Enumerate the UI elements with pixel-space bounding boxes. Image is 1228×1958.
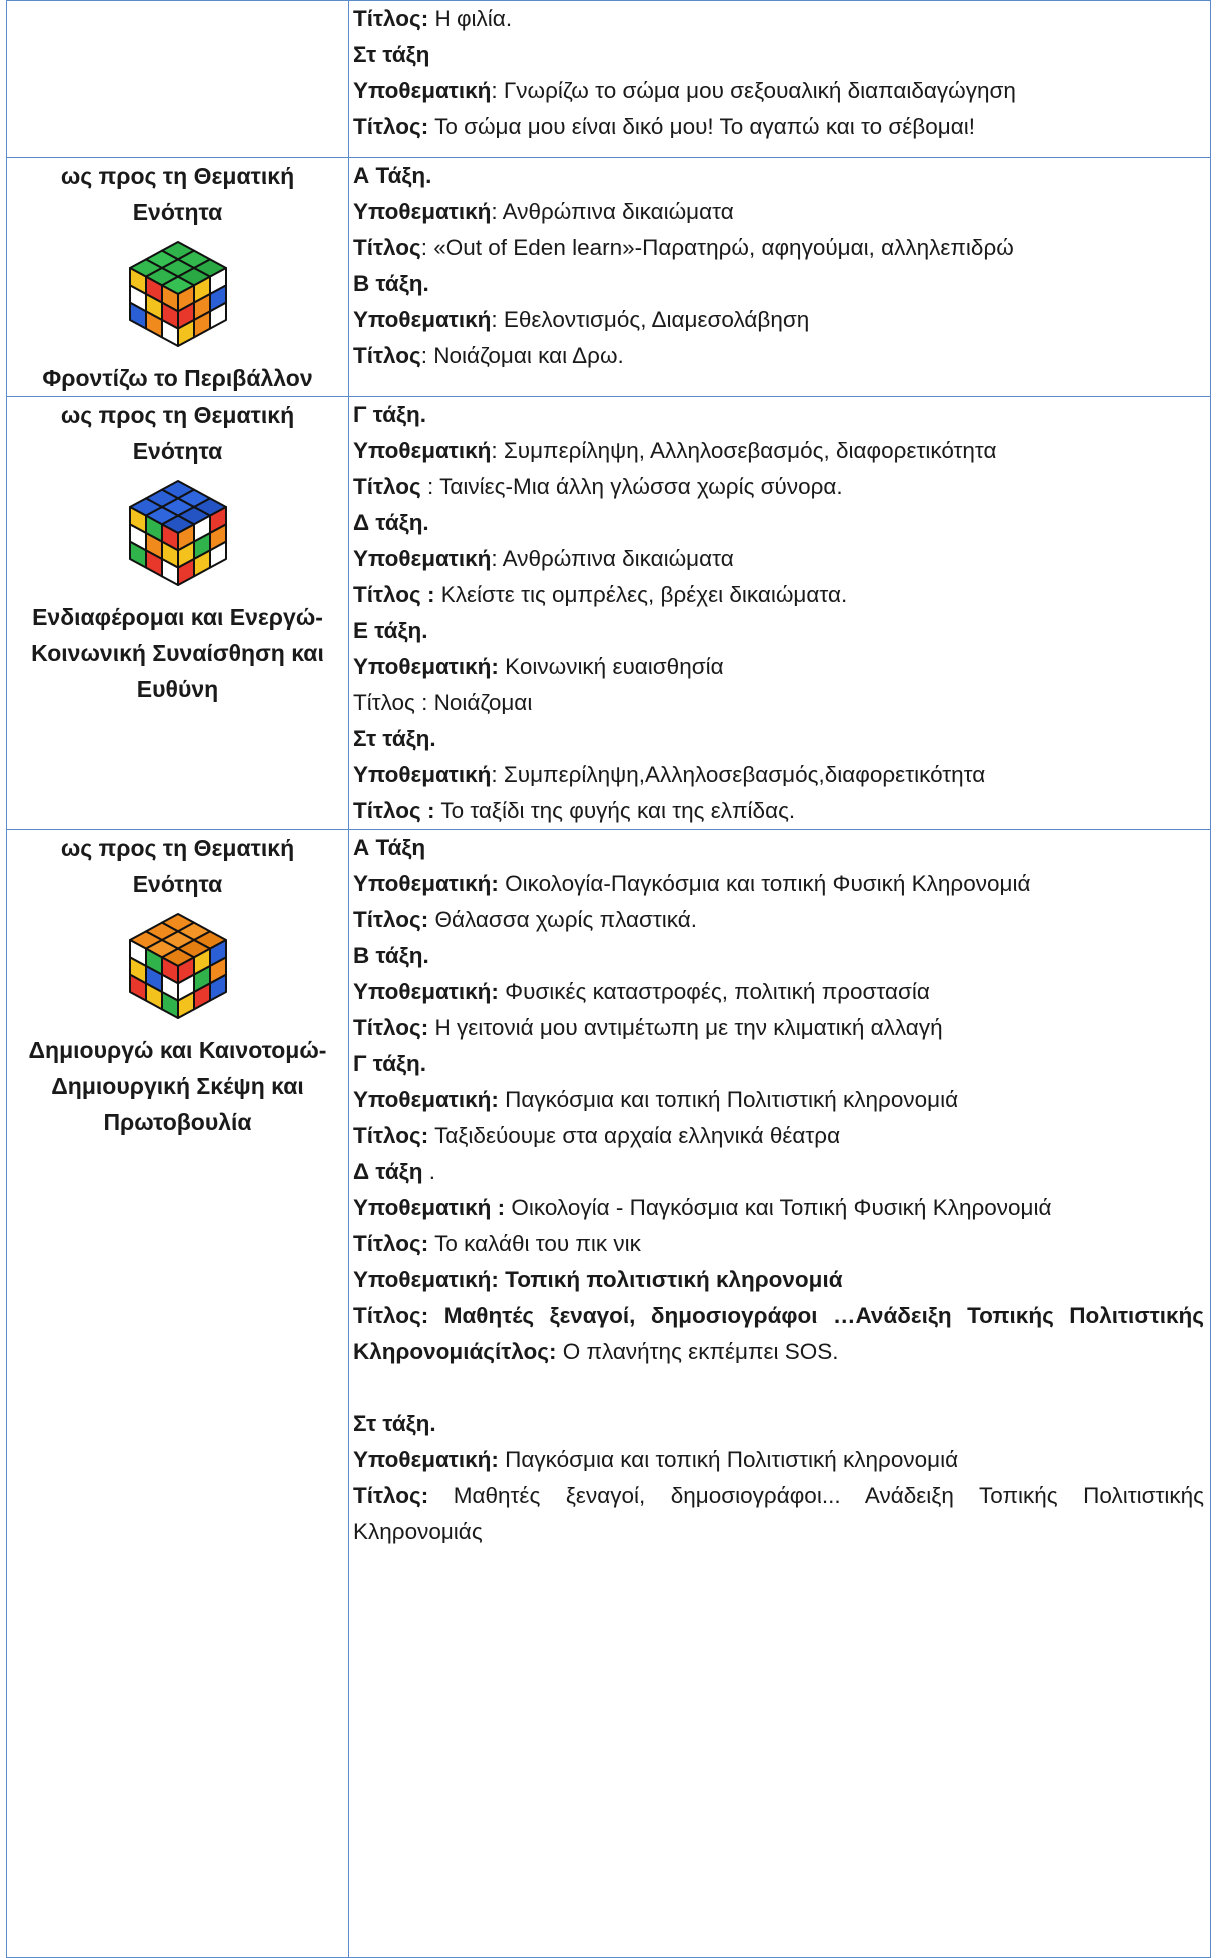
topic-text: Το καλάθι του πικ νικ [428, 1231, 641, 1256]
topic-text: Το ταξίδι της φυγής και της ελπίδας. [434, 798, 796, 823]
topic-text: Παγκόσμια και τοπική Πολιτιστική κληρονομιά [498, 1447, 959, 1472]
topic-line [353, 1226, 1204, 1262]
topic-line [353, 1118, 1204, 1154]
document-page [6, 0, 1211, 1847]
topic-line [353, 109, 1204, 145]
topic-label: Τίτλος: [353, 907, 429, 932]
grade-topics-cell [349, 1, 1211, 158]
topic-text: Θάλασσα χωρίς πλαστικά. [428, 907, 698, 932]
topic-line [353, 1082, 1204, 1118]
topic-label: Υποθεματική [353, 307, 492, 332]
topic-text: Τίτλος : Νοιάζομαι [353, 690, 533, 715]
topic-label: Τίτλος: [353, 114, 429, 139]
topic-line [353, 37, 1204, 73]
topic-text: : «Out of Eden learn»-Παρατηρώ, αφηγούμαι, αλληλεπιδρώ [420, 235, 1014, 260]
topic-text: : Νοιάζομαι και Δρω. [420, 343, 624, 368]
topic-line [353, 830, 1204, 866]
topic-line [353, 757, 1204, 793]
topic-text: : Ανθρώπινα δικαιώματα [491, 199, 734, 224]
topic-label: Υποθεματική: [353, 871, 499, 896]
thematic-unit-cell [7, 1, 349, 158]
topic-label: Τίτλος: [353, 1015, 429, 1040]
topic-label: Τίτλος : [353, 798, 435, 823]
topic-line [353, 302, 1204, 338]
topic-text: . [422, 1159, 435, 1184]
topic-label: Υποθεματική [353, 546, 492, 571]
topic-line [353, 685, 1204, 721]
topic-line [353, 73, 1204, 109]
blank-line [353, 1370, 1204, 1406]
topic-line [353, 938, 1204, 974]
thematic-unit-title: Φροντίζω το Περιβάλλον [42, 365, 313, 391]
topic-text: Το σώμα μου είναι δικό μου! Το αγαπώ και το σέβομαι! [428, 114, 975, 139]
topic-label: Γ τάξη. [353, 1051, 427, 1076]
topic-line [353, 1442, 1204, 1478]
thematic-unit-title: Πρωτοβουλία [103, 1109, 252, 1135]
topic-line [353, 974, 1204, 1010]
topic-line [353, 158, 1204, 194]
topic-line [353, 1046, 1204, 1082]
topic-line [353, 505, 1204, 541]
thematic-unit-cell [7, 158, 349, 397]
thematic-intro-line: Ενότητα [132, 871, 223, 897]
topic-line [353, 1478, 1204, 1550]
blue-top-cube-icon [123, 475, 233, 593]
thematic-intro-line: ως προς τη Θεματική [60, 163, 295, 189]
topic-text: Οικολογία - Παγκόσμια και Τοπική Φυσική Κληρονομιά [505, 1195, 1052, 1220]
topic-label: Υποθεματική: [353, 654, 499, 679]
thematic-unit-cell [7, 830, 349, 1958]
topic-label: Υποθεματική [353, 199, 492, 224]
topic-text: : Συμπερίληψη,Αλληλοσεβασμός,διαφορετικότητα [491, 762, 986, 787]
topic-label: Τίτλος: [353, 1231, 429, 1256]
topic-label: Ε τάξη. [353, 618, 428, 643]
topic-text: Κλείστε τις ομπρέλες, βρέχει δικαιώματα. [434, 582, 848, 607]
topic-label: Τίτλος [353, 235, 421, 260]
topic-label: Τίτλος [353, 343, 421, 368]
topic-label: Υποθεματική [353, 762, 492, 787]
grade-topics-cell [349, 830, 1211, 1958]
topic-line [353, 1190, 1204, 1226]
thematic-unit-title: Δημιουργώ και Καινοτομώ- [28, 1037, 327, 1063]
grade-topics-cell [349, 158, 1211, 397]
topic-line [353, 793, 1204, 829]
topic-text: Μαθητές ξεναγοί, δημοσιογράφοι... Ανάδειξη Τοπικής Πολιτιστικής Κληρονομιάς [353, 1483, 1204, 1544]
thematic-unit-title: Ενδιαφέρομαι και Ενεργώ- [32, 604, 323, 630]
thematic-unit-title: Δημιουργική Σκέψη και [51, 1073, 304, 1099]
topic-text: : Συμπερίληψη, Αλληλοσεβασμός, διαφορετικότητα [491, 438, 997, 463]
table-row [7, 397, 1211, 830]
topic-label: Α Τάξη [353, 835, 426, 860]
table-row [7, 1, 1211, 158]
topic-text: Ταξιδεύουμε στα αρχαία ελληνικά θέατρα [428, 1123, 841, 1148]
topic-label: Τίτλος : [353, 582, 435, 607]
topic-label: Β τάξη. [353, 943, 429, 968]
topic-label: Υποθεματική : [353, 1195, 506, 1220]
topic-label: Υποθεματική: Τοπική πολιτιστική κληρονομιά [353, 1267, 843, 1292]
thematic-unit-title: Ευθύνη [136, 676, 219, 702]
topic-line [353, 577, 1204, 613]
topic-line [353, 230, 1204, 266]
topic-line [353, 1262, 1204, 1298]
green-top-cube-icon [123, 236, 233, 354]
topic-line [353, 649, 1204, 685]
thematic-unit-title: Κοινωνική Συναίσθηση και [31, 640, 324, 666]
topic-label: Υποθεματική [353, 438, 492, 463]
topic-line [353, 541, 1204, 577]
topic-line [353, 1406, 1204, 1442]
topic-line [353, 613, 1204, 649]
thematic-intro-line: Ενότητα [132, 199, 223, 225]
thematic-intro-line: Ενότητα [132, 438, 223, 464]
orange-top-cube-icon [123, 908, 233, 1026]
topic-text: : Ταινίες-Μια άλλη γλώσσα χωρίς σύνορα. [420, 474, 843, 499]
topic-line [353, 902, 1204, 938]
topic-label: Γ τάξη. [353, 402, 427, 427]
topic-label: Τίτλος: Μαθητές ξεναγοί, δημοσιογράφοι …Ανάδειξη Τοπικής Πολιτιστικής Κληρονομιάςίτλος: [353, 1303, 1204, 1364]
topic-label: Υποθεματική: [353, 979, 499, 1004]
topic-label: Υποθεματική [353, 78, 492, 103]
thematic-table [6, 0, 1211, 1958]
topic-line [353, 1010, 1204, 1046]
topic-label: Υποθεματική: [353, 1087, 499, 1112]
topic-label: Α Τάξη. [353, 163, 432, 188]
topic-line [353, 266, 1204, 302]
topic-line [353, 433, 1204, 469]
table-row [7, 830, 1211, 1958]
grade-topics-cell [349, 397, 1211, 830]
topic-line [353, 194, 1204, 230]
topic-text: : Ανθρώπινα δικαιώματα [491, 546, 734, 571]
topic-line [353, 866, 1204, 902]
topic-label: Στ τάξη. [353, 1411, 436, 1436]
topic-label: Τίτλος: [353, 6, 429, 31]
thematic-intro-line: ως προς τη Θεματική [60, 835, 295, 861]
topic-label: Δ τάξη [353, 1159, 423, 1184]
topic-text: Η φιλία. [428, 6, 513, 31]
topic-text: Οικολογία-Παγκόσμια και τοπική Φυσική Κληρονομιά [498, 871, 1031, 896]
thematic-unit-cell [7, 397, 349, 830]
topic-line [353, 1298, 1204, 1370]
topic-text: Η γειτονιά μου αντιμέτωπη με την κλιματική αλλαγή [428, 1015, 943, 1040]
topic-line [353, 338, 1204, 374]
topic-text: Παγκόσμια και τοπική Πολιτιστική κληρονομιά [498, 1087, 959, 1112]
thematic-intro-line: ως προς τη Θεματική [60, 402, 295, 428]
topic-text: : Εθελοντισμός, Διαμεσολάβηση [491, 307, 810, 332]
topic-text: : Γνωρίζω το σώμα μου σεξουαλική διαπαιδαγώγηση [491, 78, 1016, 103]
topic-label: Δ τάξη. [353, 510, 429, 535]
table-row [7, 158, 1211, 397]
topic-line [353, 1, 1204, 37]
topic-label: Στ τάξη. [353, 726, 436, 751]
topic-line [353, 469, 1204, 505]
topic-label: Υποθεματική: [353, 1447, 499, 1472]
topic-label: Τίτλος: [353, 1483, 429, 1508]
topic-label: Β τάξη. [353, 271, 429, 296]
topic-text: Κοινωνική ευαισθησία [498, 654, 724, 679]
topic-label: Τίτλος: [353, 1123, 429, 1148]
topic-label: Στ τάξη [353, 42, 430, 67]
topic-text: Φυσικές καταστροφές, πολιτική προστασία [498, 979, 930, 1004]
topic-line [353, 1154, 1204, 1190]
topic-line [353, 721, 1204, 757]
topic-label: Τίτλος [353, 474, 421, 499]
topic-line [353, 397, 1204, 433]
topic-text: Ο πλανήτης εκπέμπει SOS. [556, 1339, 839, 1364]
